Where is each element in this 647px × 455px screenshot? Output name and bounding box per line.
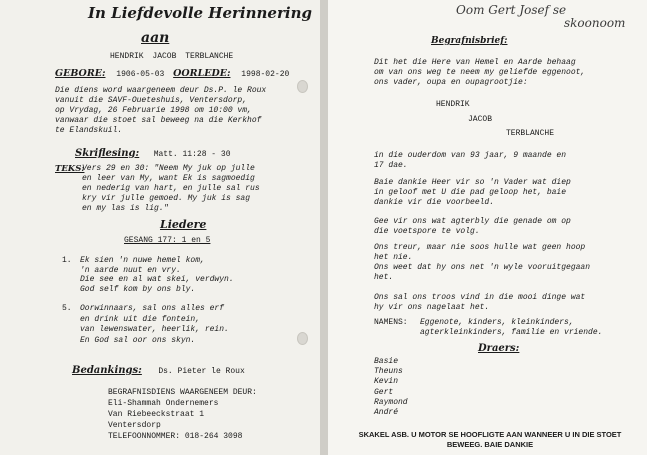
name-part-last: TERBLANCHE xyxy=(506,129,555,138)
begrafnisbrief-heading: Begrafnisbrief: xyxy=(431,36,508,46)
paragraph-line: Ons sal ons troos vind in die mooi dinge wat xyxy=(374,293,586,302)
handwritten-note xyxy=(456,4,625,30)
intro-line: Dit het die Here van Hemel en Aarde behaag xyxy=(374,58,576,67)
verse-line: 'n aarde nuut en vry. xyxy=(80,265,181,275)
namens-text xyxy=(420,318,602,338)
left-page xyxy=(0,0,320,455)
paragraph-line: die voetspore te volg. xyxy=(374,227,480,236)
pallbearer-name: Basie xyxy=(374,357,399,366)
deceased-name: HENDRIK JACOB TERBLANCHE xyxy=(110,52,234,61)
pallbearer-name: Kevin xyxy=(374,377,399,387)
paragraph-line: Baie dankie Heer vir so 'n Vader wat diep xyxy=(374,178,571,187)
footer-notice xyxy=(340,430,640,450)
namens-label: NAMENS: xyxy=(374,318,408,327)
teks-line: en leer van My, want Ek is sagmoedig xyxy=(82,174,255,183)
service-line: te Elandskuil. xyxy=(55,126,123,135)
service-line: op Vrydag, 26 Februarie 1998 om 10:00 vm, xyxy=(55,106,252,115)
service-line: vanwaar die stoet sal beweeg na die Kerkhof xyxy=(55,116,262,125)
verse-line: van lewenswater, heerlik, rein. xyxy=(80,325,229,334)
age-line: in die ouderdom van 93 jaar, 9 maande en xyxy=(374,151,567,160)
aan-heading: aan xyxy=(141,30,170,46)
paragraph-grace xyxy=(374,217,571,237)
funeral-service-line: Eli-Shammah Ondernemers xyxy=(108,399,219,408)
verse5-num: 5. xyxy=(62,304,72,313)
gebore-label: GEBORE: xyxy=(55,68,106,79)
verse1-text xyxy=(80,256,234,294)
verse1-num: 1. xyxy=(62,256,72,265)
gesang-heading: GESANG 177: 1 en 5 xyxy=(124,236,211,245)
funeral-service-line: BEGRAFNISDIENS WAARGENEEM DEUR: xyxy=(108,388,257,397)
intro-line: om van ons weg te neem my geliefde eggenoot, xyxy=(374,68,586,77)
paragraph-line: Gee vir ons wat agterbly die genade om op xyxy=(374,217,571,226)
punch-hole xyxy=(297,80,308,93)
age-line: 17 dae. xyxy=(374,161,408,170)
paragraph-line: Ons weet dat hy ons net 'n wyle vooruitgegaan xyxy=(374,263,591,272)
age-text xyxy=(374,151,566,171)
bedankings-value: Ds. Pieter le Roux xyxy=(158,367,245,376)
right-page xyxy=(328,0,647,455)
birth-death-dates xyxy=(55,69,289,80)
gebore-value: 1906-05-03 xyxy=(116,70,165,79)
teks-line: en my las is lig." xyxy=(82,204,169,213)
pallbearer-name: Gert xyxy=(374,387,394,397)
liedere-heading: Liedere xyxy=(160,218,207,231)
bedankings-row xyxy=(72,360,245,378)
verse-line: Die see en al wat skei, verdwyn. xyxy=(80,275,234,284)
handwritten-line: skoonoom xyxy=(564,16,626,30)
teks-label: TEKS: xyxy=(55,164,85,174)
bedankings-label: Bedankings: xyxy=(72,365,142,376)
name-part-first: HENDRIK xyxy=(436,100,470,109)
footer-line: SKAKEL ASB. U MOTOR SE HOOFLIGTE AAN WANNEER U IN DIE STOET xyxy=(358,430,622,439)
pallbearer-name: André xyxy=(374,408,399,418)
service-text xyxy=(55,86,266,136)
teks-text xyxy=(82,164,260,214)
intro-text xyxy=(374,58,585,88)
skriflesing-label: Skriflesing: xyxy=(75,148,140,159)
footer-line: BEWEEG. BAIE DANKIE xyxy=(446,440,534,449)
name-part-middle: JACOB xyxy=(468,115,493,124)
verse-line: Ek sien 'n nuwe hemel kom, xyxy=(80,256,205,265)
handwritten-line: Oom Gert Josef se xyxy=(456,3,567,17)
paragraph-line: het. xyxy=(374,273,394,282)
teks-line: en nederig van hart, en julle sal rus xyxy=(82,184,260,193)
pallbearer-name: Theuns xyxy=(374,367,403,377)
paragraph-line: Ons treur, maar nie soos hulle wat geen hoop xyxy=(374,243,586,252)
verse-line: God self kom by ons bly. xyxy=(80,284,196,294)
pallbearer-name: Raymond xyxy=(374,397,408,407)
paragraph-mourn xyxy=(374,243,590,283)
teks-line: kry vir julle gemoed. My juk is sag xyxy=(82,194,251,203)
funeral-service-info xyxy=(108,387,257,442)
verse-line: Oorwinnaars, sal ons alles erf xyxy=(80,304,225,313)
skriflesing-row xyxy=(75,143,231,161)
skriflesing-ref: Matt. 11:28 - 30 xyxy=(153,150,231,159)
paragraph-line: in geloof met U die pad geloop het, baie xyxy=(374,188,567,197)
oorlede-value: 1998-02-20 xyxy=(241,70,290,79)
namens-line: agterkleinkinders, familie en vriende. xyxy=(420,328,603,337)
paragraph-comfort xyxy=(374,293,585,313)
service-line: vanuit die SAVF-Oueteshuis, Ventersdorp, xyxy=(55,96,248,105)
paragraph-line: het nie. xyxy=(374,253,413,262)
verse5-text xyxy=(80,304,229,346)
intro-line: ons vader, oupa en oupagrootjie: xyxy=(374,78,528,87)
paragraph-line: dankie vir die voorbeeld. xyxy=(374,198,495,207)
pallbearers-list xyxy=(374,357,408,418)
draers-heading: Draers: xyxy=(478,343,520,354)
teks-line: Vers 29 en 30: "Neem My juk op julle xyxy=(82,164,255,173)
punch-hole xyxy=(297,332,308,345)
paragraph-thanks xyxy=(374,178,571,208)
page-fold xyxy=(320,0,328,455)
verse-line: En God sal oor ons skyn. xyxy=(80,335,196,345)
funeral-service-line: Ventersdorp xyxy=(108,421,161,430)
funeral-service-line: TELEFOONNOMMER: 018-264 3098 xyxy=(108,432,243,441)
funeral-service-line: Van Riebeeckstraat 1 xyxy=(108,410,205,419)
service-line: Die diens word waargeneem deur Ds.P. le Roux xyxy=(55,86,267,95)
namens-line: Eggenote, kinders, kleinkinders, xyxy=(420,318,574,327)
oorlede-label: OORLEDE: xyxy=(173,68,231,79)
verse-line: en drink uit die fontein, xyxy=(80,314,201,324)
paragraph-line: hy vir ons nagelaat het. xyxy=(374,303,490,312)
card-title: In Liefdevolle Herinnering xyxy=(88,4,312,22)
